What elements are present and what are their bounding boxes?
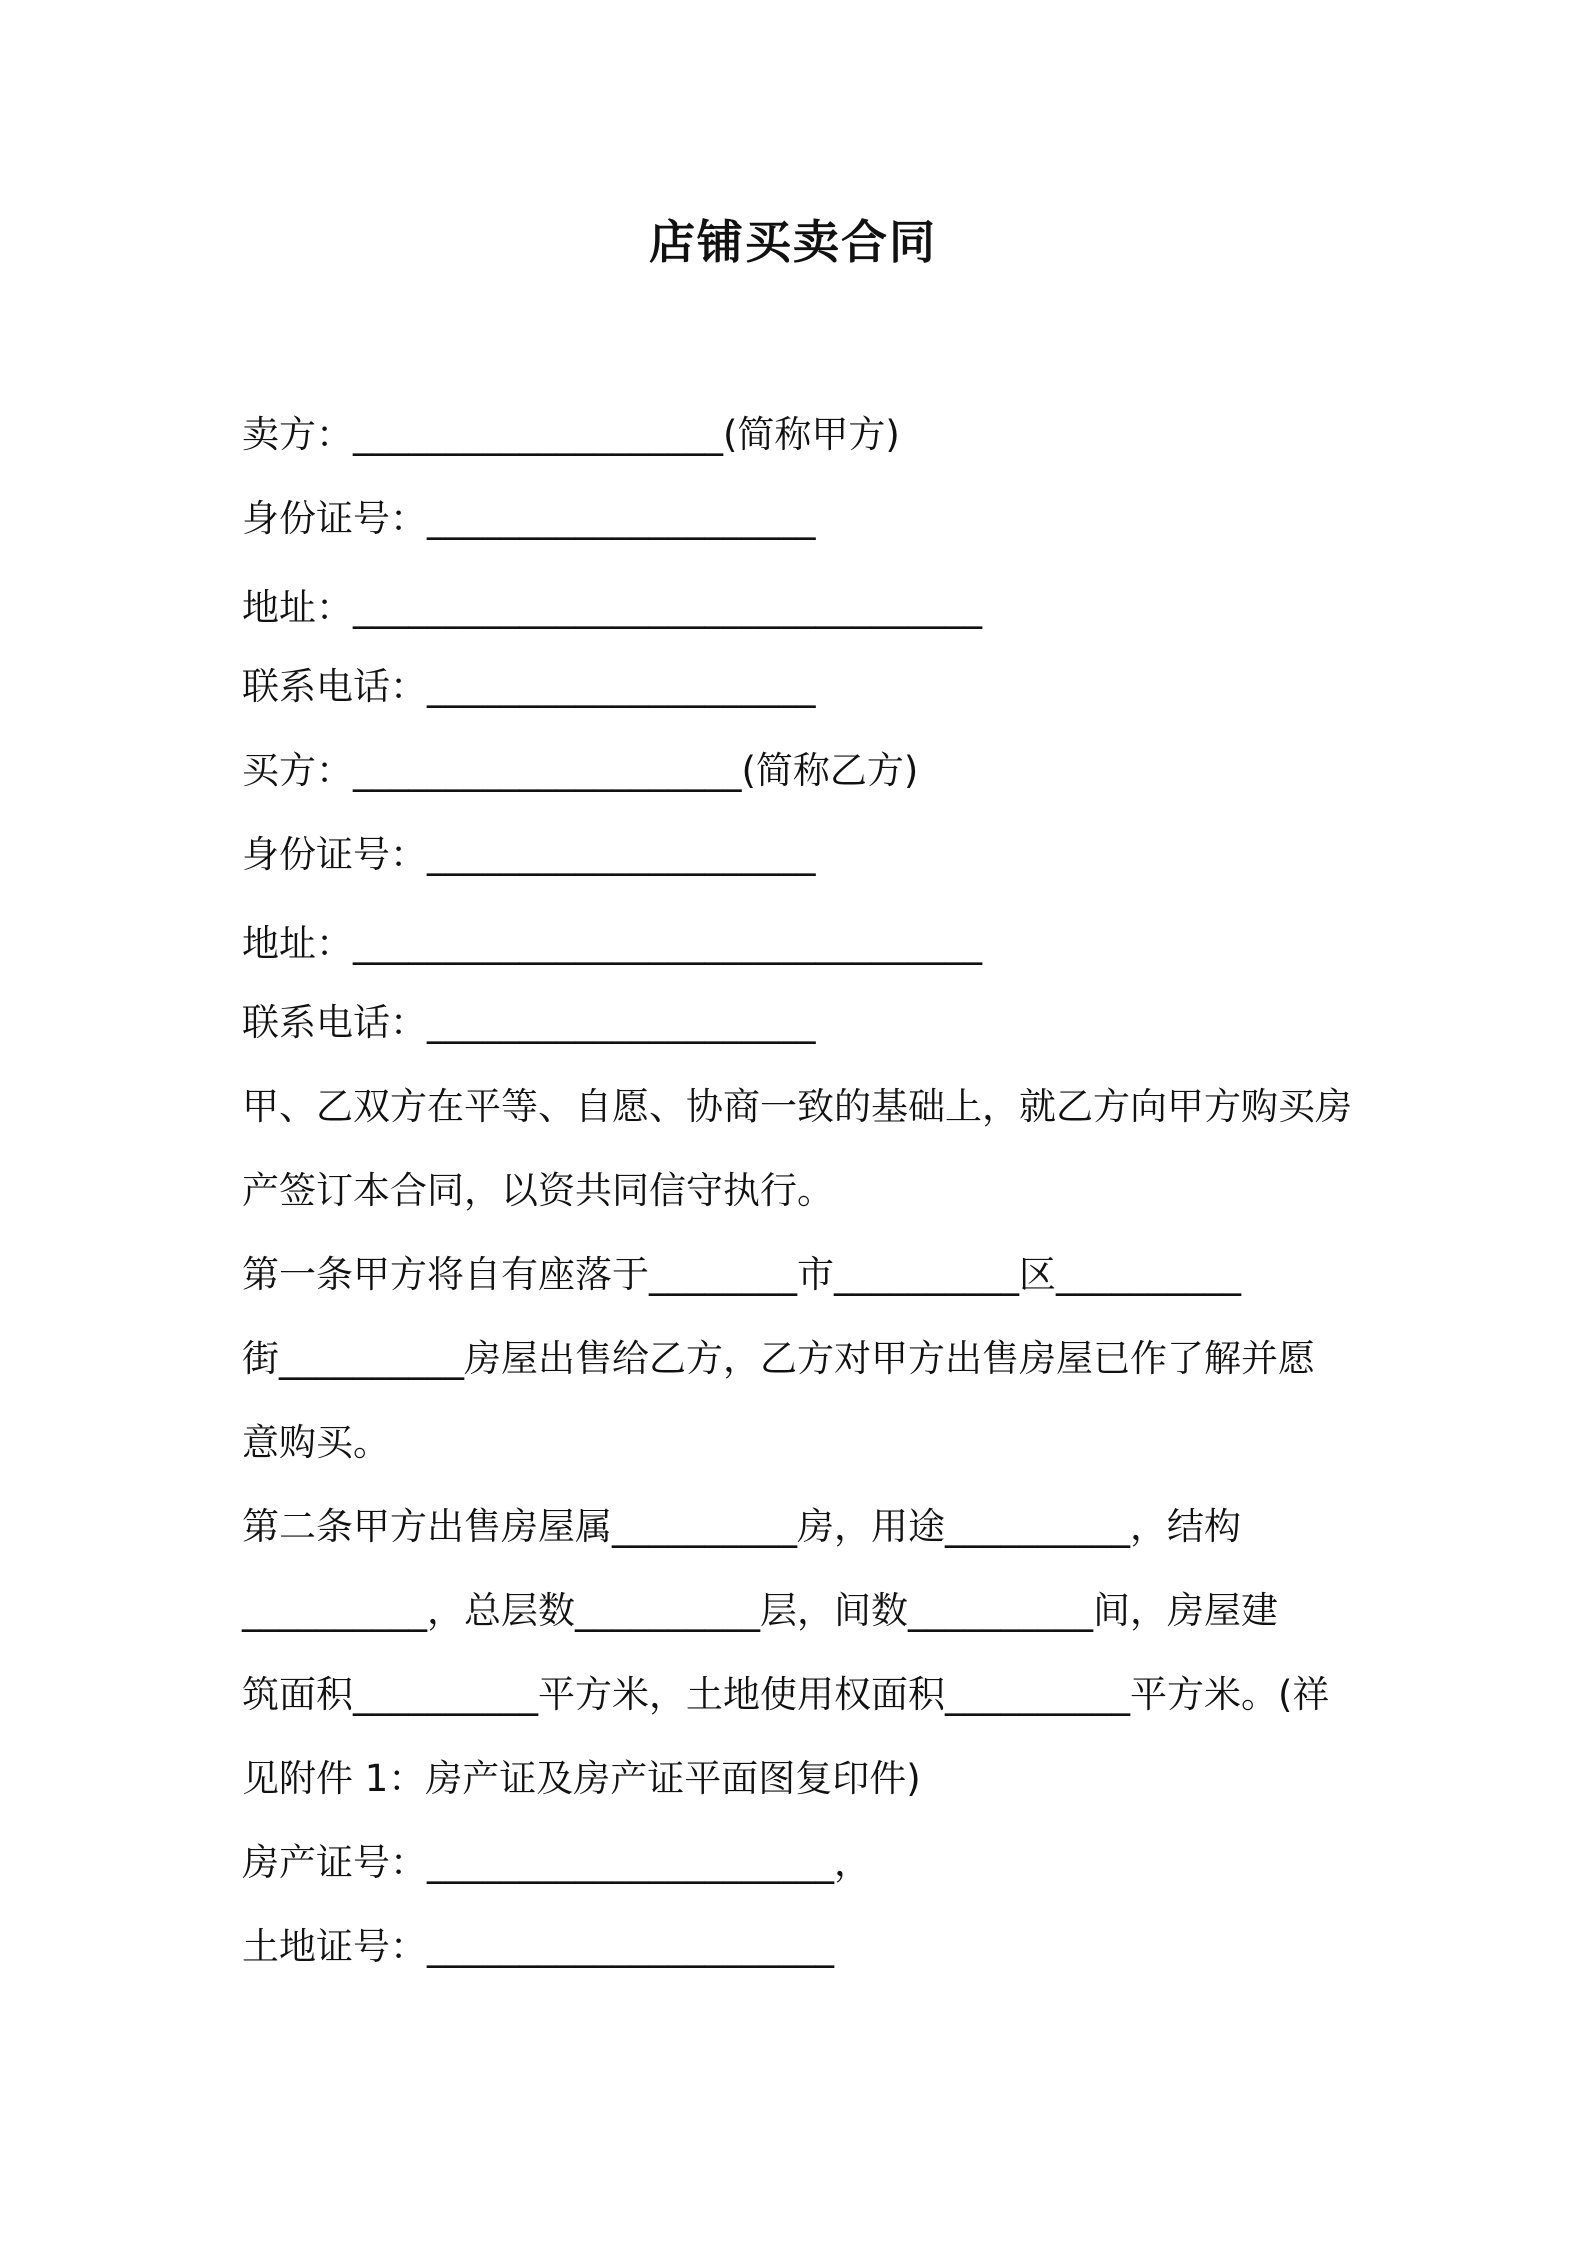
article-1-line-1: 第一条甲方将自有座落于________市__________区__________ [242, 1253, 1241, 1296]
article-1-line-2: 街__________房屋出售给乙方，乙方对甲方出售房屋已作了解并愿 [242, 1337, 1315, 1380]
article-2-line-2: __________，总层数__________层，间数__________间，房屋建 [242, 1589, 1278, 1632]
seller-phone-line: 联系电话：_____________________ [242, 665, 816, 708]
article-2-line-1: 第二条甲方出售房屋属__________房，用途__________，结构 [242, 1505, 1241, 1548]
buyer-address-line: 地址：__________________________________ [242, 922, 982, 965]
document-title: 店铺买卖合同 [649, 215, 937, 269]
article-2-line-3: 筑面积__________平方米，土地使用权面积__________平方米。(祥 [242, 1673, 1330, 1716]
article-2-line-4: 见附件 1：房产证及房产证平面图复印件) [242, 1757, 921, 1800]
buyer-name-line: 买方：_____________________(简称乙方) [242, 749, 919, 792]
buyer-phone-line: 联系电话：_____________________ [242, 1001, 816, 1044]
preamble-line-1: 甲、乙双方在平等、自愿、协商一致的基础上，就乙方向甲方购买房 [242, 1085, 1352, 1128]
preamble-line-2: 产签订本合同，以资共同信守执行。 [242, 1169, 834, 1212]
article-1-line-3: 意购买。 [242, 1421, 390, 1464]
property-cert-number-line: 房产证号：______________________， [242, 1841, 871, 1884]
land-cert-number-line: 土地证号：______________________ [242, 1925, 834, 1968]
seller-address-line: 地址：__________________________________ [242, 586, 982, 629]
buyer-id-line: 身份证号：_____________________ [242, 833, 816, 876]
seller-name-line: 卖方：____________________(简称甲方) [242, 413, 900, 456]
seller-id-line: 身份证号：_____________________ [242, 497, 816, 540]
